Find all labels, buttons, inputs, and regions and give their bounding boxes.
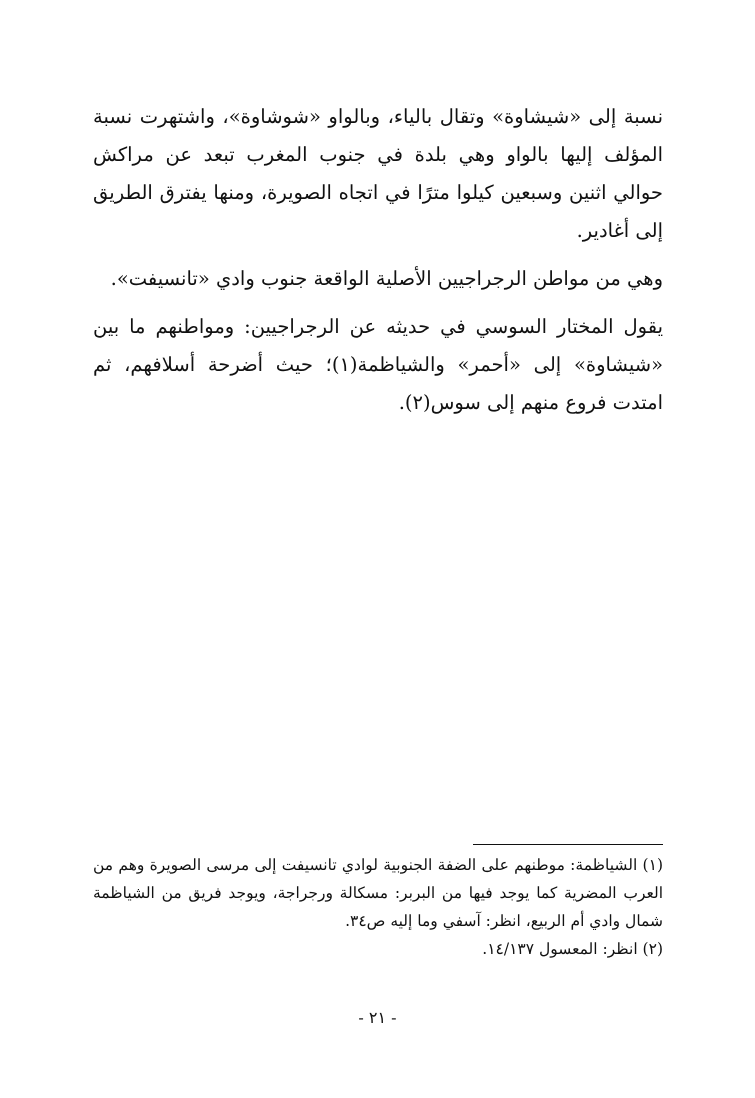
paragraph-3: يقول المختار السوسي في حديثه عن الرجراجيين: ومواطنهم ما بين «شيشاوة» إلى «أحمر» والشياظمة(١)؛ حيث أضرحة أسلافهم، ثم امتدت فروع منهم إلى سوس(٢). [93, 315, 663, 414]
page-number: - ٢١ - [358, 1008, 397, 1027]
main-text [93, 98, 663, 432]
footnote-separator [473, 844, 663, 845]
footnote-2: (٢) انظر: المعسول ١٤/١٣٧. [482, 940, 663, 958]
footnotes [93, 851, 663, 963]
paragraph-1: نسبة إلى «شيشاوة» وتقال بالياء، وبالواو «شوشاوة»، واشتهرت نسبة المؤلف إليها بالواو وهي بلدة في جنوب المغرب تبعد عن مراكش حوالي اثنين وسبعين كيلوا مترًا في اتجاه الصويرة، ومنها يفترق الطريق إلى أغادير. [93, 105, 663, 242]
footnote-1: (١) الشياظمة: موطنهم على الضفة الجنوبية لوادي تانسيفت إلى مرسى الصويرة وهم من العرب المضرية كما يوجد فيها من البربر: مسكالة ورجراجة، ويوجد فريق من الشياظمة شمال وادي أم الربيع، انظر: آسفي وما إليه ص٣٤. [93, 856, 663, 930]
paragraph-2: وهي من مواطن الرجراجيين الأصلية الواقعة جنوب وادي «تانسيفت». [110, 267, 663, 290]
